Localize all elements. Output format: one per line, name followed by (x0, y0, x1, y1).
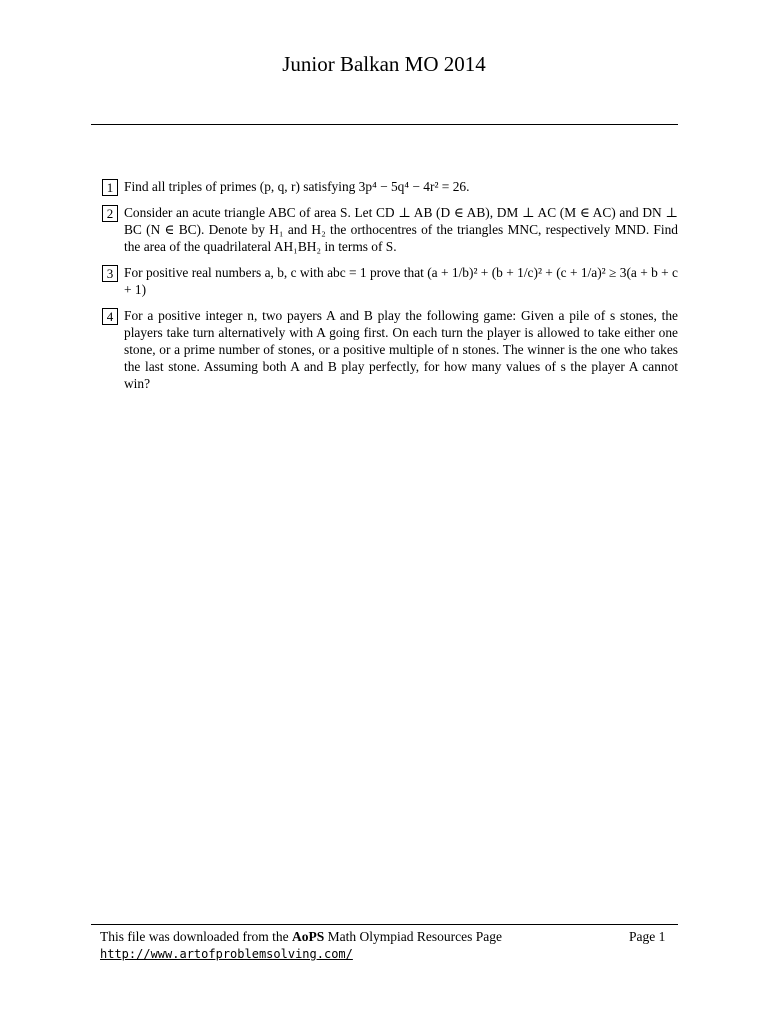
footer-brand: AoPS (291, 929, 325, 944)
footer-url-link[interactable]: http://www.artofproblemsolving.com/ (100, 947, 353, 961)
problem-item (102, 178, 678, 195)
problem-number: 3 (102, 265, 118, 282)
header-divider (91, 124, 678, 125)
problem-number: 1 (102, 179, 118, 196)
footer-prefix: This file was downloaded from the (100, 929, 292, 944)
problem-item (102, 204, 678, 255)
problem-item (102, 307, 678, 392)
problem-text: Find all triples of primes (p, q, r) satisfying 3p⁴ − 5q⁴ − 4r² = 26. (124, 179, 470, 194)
footer-divider (91, 924, 678, 925)
footer-note (100, 929, 502, 945)
problem-text: For positive real numbers a, b, c with abc = 1 prove that (a + 1/b)² + (b + 1/c)² + (c + 1/a)² ≥ 3(a + b + c + 1) (124, 265, 678, 297)
page-number: Page 1 (629, 929, 666, 944)
problem-text: Consider an acute triangle ABC of area S. Let CD ⊥ AB (D ∈ AB), DM ⊥ AC (M ∈ AC) and DN ⊥ BC (N ∈ BC). Denote by H₁ and H₂ the orthocentres of the triangles MNC, respectively MND. Find the area of the quadrilateral AH₁BH₂ in terms of S. (124, 205, 678, 254)
problem-item (102, 264, 678, 298)
page-title: Junior Balkan MO 2014 (282, 52, 486, 76)
problem-list (102, 178, 678, 401)
problem-text: For a positive integer n, two payers A and B play the following game: Given a pile of s stones, the players take turn alternatively with A going first. On each turn the player is allowed to take either one stone, or a prime number of stones, or a positive multiple of n stones. The winner is the one who takes the last stone. Assuming both A and B play perfectly, for how many values of s the player A cannot win? (124, 308, 678, 391)
footer-suffix: Math Olympiad Resources Page (324, 929, 502, 944)
problem-number: 4 (102, 308, 118, 325)
problem-number: 2 (102, 205, 118, 222)
